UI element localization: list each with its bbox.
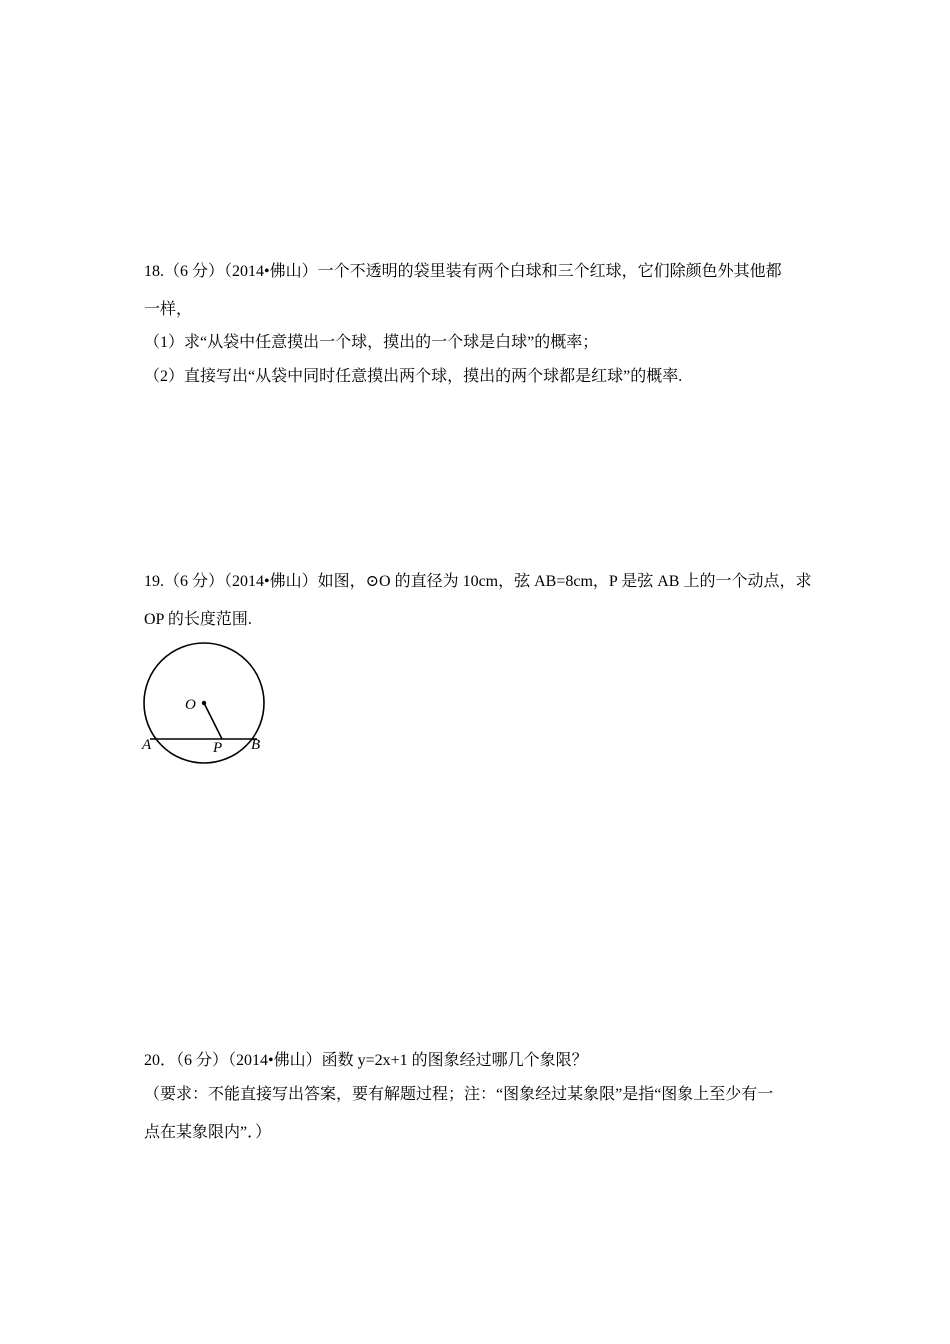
label-b: B (251, 737, 261, 753)
label-a: A (142, 737, 152, 753)
q19-line-1: 19.（6 分）（2014•佛山）如图，⊙O 的直径为 10cm，弦 AB=8cm，P 是弦 AB 上的一个动点，求 (144, 573, 812, 590)
q18-line-1: 18.（6 分）（2014•佛山）一个不透明的袋里装有两个白球和三个红球，它们除颜色外其他都 (144, 263, 782, 280)
q19-line-2: OP 的长度范围. (144, 611, 252, 628)
q18-part-2: （2）直接写出“从袋中同时任意摸出两个球，摸出的两个球都是红球”的概率. (144, 368, 683, 385)
label-o: O (185, 697, 196, 713)
q20-line-2: （要求：不能直接写出答案，要有解题过程；注：“图象经过某象限”是指“图象上至少有一 (144, 1086, 774, 1103)
q20-line-1: 20．（6 分）（2014•佛山）函数 y=2x+1 的图象经过哪几个象限？ (144, 1052, 588, 1069)
label-p: P (213, 740, 223, 756)
q18-part-1: （1）求“从袋中任意摸出一个球，摸出的一个球是白球”的概率； (144, 334, 599, 351)
center-point-o (202, 701, 206, 705)
circle-figure (140, 640, 270, 765)
segment-op (204, 703, 222, 739)
q18-line-2: 一样， (144, 301, 193, 318)
q20-line-3: 点在某象限内”．） (144, 1124, 272, 1141)
